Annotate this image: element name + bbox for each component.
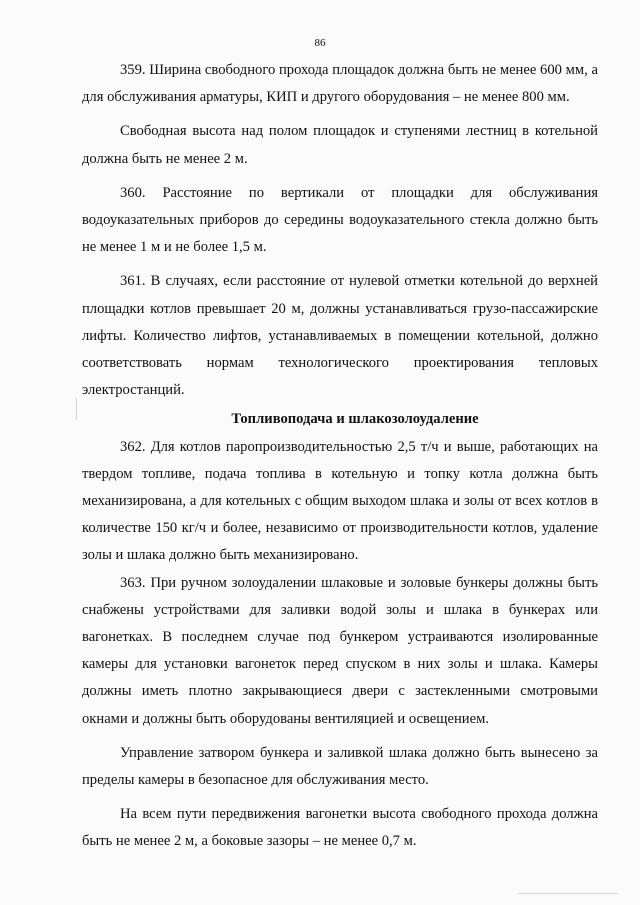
scan-edge-mark [518, 893, 618, 894]
paragraph-363: 363. При ручном золоудалении шлаковые и золовые бункеры должны быть снабжены устройствами для заливки водой золы и шлака в бункерах или вагонетках. В последнем случае под бункером устраиваются изолированные камеры для установки вагонеток перед спуском в них золы и шлака. Камеры должны иметь плотно закрывающиеся двери с застекленными смотровыми окнами и должны быть оборудованы вентиляцией и освещением. [82, 574, 598, 727]
paragraph-363-passage: На всем пути передвижения вагонетки высота свободного прохода должна быть не менее 2 м, а боковые зазоры – не менее 0,7 м. [82, 806, 598, 850]
paragraph-361: 361. В случаях, если расстояние от нулевой отметки котельной до верхней площадки котлов превышает 20 м, должны устанавливаться грузо-пассажирские лифты. Количество лифтов, устанавливаемых в помещении котельной, должно соответствовать нормам технологического проектирования тепловых электростанций. [82, 273, 598, 399]
paragraph-363-control: Управление затвором бункера и заливкой шлака должно быть вынесено за пределы камеры в безопасное для обслуживания место. [82, 744, 598, 789]
section-heading: Топливоподача и шлакозолоудаление [231, 411, 479, 428]
page-number: 86 [314, 37, 326, 49]
scan-edge-mark [76, 398, 77, 420]
document-body [82, 57, 598, 856]
paragraph-359-clearance: Свободная высота над полом площадок и ступенями лестниц в котельной должна быть не менее 2 м. [82, 123, 598, 167]
paragraph-360: 360. Расстояние по вертикали от площадки для обслуживания водоуказательных приборов до середины водоуказательного стекла должно быть не менее 1 м и не более 1,5 м. [82, 184, 598, 256]
paragraph-362: 362. Для котлов паропроизводительностью 2,5 т/ч и выше, работающих на твердом топливе, подача топлива в котельную и топку котла должна быть механизирована, а для котельных с общим выходом шлака и золы от всех котлов в количестве 150 кг/ч и более, независимо от производительности котлов, удаление золы и шлака должно быть механизировано. [82, 438, 598, 564]
paragraph-359: 359. Ширина свободного прохода площадок должна быть не менее 600 мм, а для обслуживания арматуры, КИП и другого оборудования – не менее 800 мм. [82, 62, 598, 106]
